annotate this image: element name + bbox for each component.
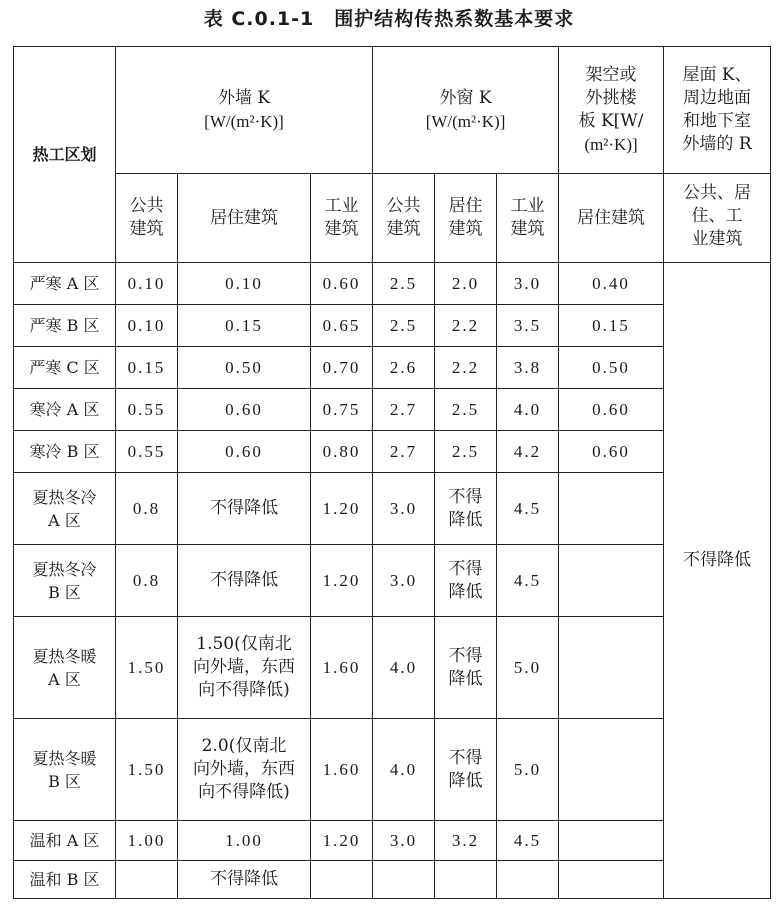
window-industrial-cell bbox=[497, 861, 559, 899]
window-residential-cell bbox=[435, 305, 497, 347]
window-residential-cell bbox=[435, 617, 497, 719]
table-row bbox=[14, 617, 771, 719]
header-region: 热工区划 bbox=[14, 47, 116, 263]
window-industrial-cell: 5.0 bbox=[497, 617, 559, 719]
window-residential-cell-line: 降低 bbox=[448, 668, 483, 689]
header-window-unit: [W/(m²·K)] bbox=[425, 112, 506, 131]
roof-value-cell: 不得降低 bbox=[664, 263, 771, 899]
region-cell-line: 温和 A 区 bbox=[29, 831, 100, 850]
header-wall-industrial bbox=[311, 174, 373, 263]
window-residential-cell bbox=[435, 473, 497, 545]
region-cell-line: 严寒 B 区 bbox=[29, 316, 100, 335]
wall-industrial-cell: 1.20 bbox=[311, 545, 373, 617]
table-title: 表 C.0.1-1 围护结构传热系数基本要求 bbox=[203, 8, 575, 30]
wall-residential-cell-line: 0.10 bbox=[225, 274, 263, 293]
wall-public-cell: 0.8 bbox=[116, 545, 178, 617]
window-residential-cell-line: 降低 bbox=[448, 581, 483, 602]
header-line: 建筑 bbox=[324, 219, 359, 239]
window-industrial-cell: 3.5 bbox=[497, 305, 559, 347]
floor-cell: 0.15 bbox=[559, 305, 664, 347]
wall-public-cell: 1.50 bbox=[116, 719, 178, 821]
wall-residential-cell bbox=[178, 305, 311, 347]
wall-public-cell: 0.55 bbox=[116, 389, 178, 431]
wall-public-cell: 0.8 bbox=[116, 473, 178, 545]
header-wall-unit: [W/(m²·K)] bbox=[204, 112, 284, 131]
window-public-cell: 2.7 bbox=[373, 389, 435, 431]
wall-residential-cell-line: 不得降低 bbox=[210, 498, 278, 518]
window-public-cell: 4.0 bbox=[373, 719, 435, 821]
header-window-title: 外窗 K bbox=[439, 88, 492, 108]
window-residential-cell bbox=[435, 719, 497, 821]
header-line: 建筑 bbox=[129, 219, 164, 239]
wall-industrial-cell: 0.65 bbox=[311, 305, 373, 347]
header-roof-line: 和地下室 bbox=[683, 111, 752, 131]
table-row bbox=[14, 861, 771, 899]
wall-industrial-cell: 1.20 bbox=[311, 473, 373, 545]
window-residential-cell-line: 2.2 bbox=[451, 316, 480, 335]
header-wall-public bbox=[116, 174, 178, 263]
window-industrial-cell: 4.0 bbox=[497, 389, 559, 431]
window-residential-cell-line: 2.5 bbox=[451, 400, 480, 419]
wall-residential-cell-line: 1.50(仅南北 bbox=[196, 634, 292, 654]
wall-residential-cell-line: 向外墙，东西 bbox=[193, 759, 295, 779]
window-industrial-cell: 3.0 bbox=[497, 263, 559, 305]
region-cell bbox=[14, 305, 116, 347]
region-cell-line: 夏热冬暖 bbox=[32, 646, 97, 666]
wall-residential-cell bbox=[178, 431, 311, 473]
region-cell-line: 夏热冬冷 bbox=[32, 559, 97, 579]
wall-public-cell: 1.50 bbox=[116, 617, 178, 719]
header-window bbox=[373, 47, 559, 174]
wall-residential-cell bbox=[178, 719, 311, 821]
table-row bbox=[14, 347, 771, 389]
region-cell-line: B 区 bbox=[48, 771, 81, 791]
wall-residential-cell bbox=[178, 473, 311, 545]
wall-residential-cell bbox=[178, 389, 311, 431]
region-cell bbox=[14, 431, 116, 473]
wall-residential-cell-line: 向不得降低) bbox=[198, 680, 290, 700]
floor-cell: 0.40 bbox=[559, 263, 664, 305]
table-row bbox=[14, 389, 771, 431]
header-wall bbox=[116, 47, 373, 174]
header-wall-residential: 居住建筑 bbox=[178, 174, 311, 263]
wall-industrial-cell: 1.60 bbox=[311, 617, 373, 719]
wall-industrial-cell: 0.60 bbox=[311, 263, 373, 305]
header-wall-title: 外墙 K bbox=[217, 88, 271, 108]
window-industrial-cell: 4.2 bbox=[497, 431, 559, 473]
table-row bbox=[14, 263, 771, 305]
header-line: 公共、居 bbox=[683, 183, 752, 203]
window-residential-cell-line: 2.2 bbox=[451, 358, 480, 377]
window-residential-cell bbox=[435, 821, 497, 861]
header-line: 建筑 bbox=[510, 219, 545, 239]
window-industrial-cell: 4.5 bbox=[497, 821, 559, 861]
floor-cell bbox=[559, 821, 664, 861]
window-industrial-cell: 3.8 bbox=[497, 347, 559, 389]
window-residential-cell bbox=[435, 389, 497, 431]
wall-public-cell bbox=[116, 861, 178, 899]
floor-cell bbox=[559, 617, 664, 719]
region-cell bbox=[14, 389, 116, 431]
header-line: 公共 bbox=[129, 196, 164, 216]
region-cell bbox=[14, 821, 116, 861]
header-roof-sub bbox=[664, 174, 771, 263]
header-roof-line: 周边地面 bbox=[683, 88, 752, 108]
region-cell bbox=[14, 545, 116, 617]
table-row bbox=[14, 473, 771, 545]
wall-residential-cell-line: 1.00 bbox=[225, 831, 263, 850]
header-window-residential bbox=[435, 174, 497, 263]
wall-residential-cell-line: 0.60 bbox=[225, 400, 263, 419]
region-cell-line: B 区 bbox=[48, 582, 81, 602]
header-roof bbox=[664, 47, 771, 174]
region-cell-line: A 区 bbox=[48, 510, 81, 530]
floor-cell bbox=[559, 861, 664, 899]
wall-public-cell: 0.10 bbox=[116, 263, 178, 305]
window-residential-cell-line: 不得 bbox=[448, 747, 483, 768]
wall-public-cell: 1.00 bbox=[116, 821, 178, 861]
wall-residential-cell-line: 不得降低 bbox=[210, 869, 278, 889]
wall-residential-cell bbox=[178, 617, 311, 719]
wall-residential-cell-line: 向外墙，东西 bbox=[193, 657, 295, 677]
wall-residential-cell bbox=[178, 821, 311, 861]
table-row bbox=[14, 305, 771, 347]
floor-cell: 0.60 bbox=[559, 431, 664, 473]
window-public-cell: 3.0 bbox=[373, 821, 435, 861]
header-floor-line: (m²·K)] bbox=[584, 135, 638, 154]
region-cell bbox=[14, 861, 116, 899]
header-roof-line: 外墙的 R bbox=[682, 134, 752, 154]
region-cell-line: 寒冷 A 区 bbox=[29, 400, 100, 419]
wall-industrial-cell bbox=[311, 861, 373, 899]
floor-cell: 0.60 bbox=[559, 389, 664, 431]
wall-industrial-cell: 0.70 bbox=[311, 347, 373, 389]
table-row bbox=[14, 545, 771, 617]
header-roof-line: 屋面 K、 bbox=[682, 65, 752, 85]
window-public-cell: 3.0 bbox=[373, 545, 435, 617]
header-window-public bbox=[373, 174, 435, 263]
window-residential-cell bbox=[435, 431, 497, 473]
wall-residential-cell-line: 向不得降低) bbox=[198, 782, 290, 802]
wall-residential-cell-line: 不得降低 bbox=[210, 570, 278, 590]
header-floor-line: 板 K[W/ bbox=[578, 111, 644, 131]
window-residential-cell bbox=[435, 347, 497, 389]
header-line: 公共 bbox=[386, 196, 421, 216]
floor-cell: 0.50 bbox=[559, 347, 664, 389]
table-row bbox=[14, 821, 771, 861]
wall-industrial-cell: 1.20 bbox=[311, 821, 373, 861]
header-line: 工业 bbox=[510, 196, 545, 216]
wall-residential-cell bbox=[178, 861, 311, 899]
window-residential-cell-line: 2.5 bbox=[451, 442, 480, 461]
table-row bbox=[14, 719, 771, 821]
wall-residential-cell bbox=[178, 347, 311, 389]
window-residential-cell bbox=[435, 263, 497, 305]
wall-industrial-cell: 0.80 bbox=[311, 431, 373, 473]
window-residential-cell-line: 不得 bbox=[448, 486, 483, 507]
window-residential-cell-line: 不得 bbox=[448, 645, 483, 666]
region-cell-line: A 区 bbox=[48, 669, 81, 689]
window-residential-cell-line: 2.0 bbox=[451, 274, 480, 293]
window-residential-cell-line: 降低 bbox=[448, 509, 483, 530]
window-industrial-cell: 4.5 bbox=[497, 545, 559, 617]
window-public-cell: 4.0 bbox=[373, 617, 435, 719]
floor-cell bbox=[559, 719, 664, 821]
header-line: 业建筑 bbox=[691, 229, 743, 249]
window-public-cell bbox=[373, 861, 435, 899]
header-floor-residential: 居住建筑 bbox=[559, 174, 664, 263]
window-public-cell: 3.0 bbox=[373, 473, 435, 545]
region-cell-line: 夏热冬冷 bbox=[32, 487, 97, 507]
wall-residential-cell-line: 0.15 bbox=[225, 316, 263, 335]
floor-cell bbox=[559, 473, 664, 545]
header-floor-line: 架空或 bbox=[585, 65, 637, 85]
wall-public-cell: 0.10 bbox=[116, 305, 178, 347]
floor-cell bbox=[559, 545, 664, 617]
wall-residential-cell-line: 2.0(仅南北 bbox=[201, 736, 287, 756]
window-residential-cell-line: 不得 bbox=[448, 558, 483, 579]
table-row bbox=[14, 431, 771, 473]
region-cell-line: 严寒 C 区 bbox=[29, 358, 100, 377]
wall-industrial-cell: 0.75 bbox=[311, 389, 373, 431]
header-line: 建筑 bbox=[386, 219, 421, 239]
region-cell bbox=[14, 617, 116, 719]
header-line: 工业 bbox=[324, 196, 359, 216]
header-window-industrial bbox=[497, 174, 559, 263]
window-public-cell: 2.7 bbox=[373, 431, 435, 473]
window-public-cell: 2.5 bbox=[373, 263, 435, 305]
window-industrial-cell: 5.0 bbox=[497, 719, 559, 821]
header-line: 居住建筑 bbox=[448, 196, 483, 239]
wall-public-cell: 0.15 bbox=[116, 347, 178, 389]
region-cell bbox=[14, 347, 116, 389]
wall-public-cell: 0.55 bbox=[116, 431, 178, 473]
region-cell-line: 严寒 A 区 bbox=[29, 274, 100, 293]
region-cell bbox=[14, 473, 116, 545]
wall-residential-cell-line: 0.50 bbox=[225, 358, 263, 377]
wall-residential-cell-line: 0.60 bbox=[225, 442, 263, 461]
region-cell-line: 夏热冬暖 bbox=[32, 748, 97, 768]
window-residential-cell bbox=[435, 861, 497, 899]
wall-residential-cell bbox=[178, 263, 311, 305]
window-public-cell: 2.6 bbox=[373, 347, 435, 389]
region-cell bbox=[14, 263, 116, 305]
region-cell bbox=[14, 719, 116, 821]
heat-transfer-table bbox=[13, 46, 771, 899]
header-line: 住、工 bbox=[691, 206, 743, 226]
header-floor bbox=[559, 47, 664, 174]
wall-industrial-cell: 1.60 bbox=[311, 719, 373, 821]
header-floor-line: 外挑楼 bbox=[585, 88, 637, 108]
window-industrial-cell: 4.5 bbox=[497, 473, 559, 545]
wall-residential-cell bbox=[178, 545, 311, 617]
region-cell-line: 温和 B 区 bbox=[29, 870, 100, 889]
window-public-cell: 2.5 bbox=[373, 305, 435, 347]
region-cell-line: 寒冷 B 区 bbox=[29, 442, 100, 461]
window-residential-cell-line: 3.2 bbox=[451, 831, 480, 850]
window-residential-cell bbox=[435, 545, 497, 617]
window-residential-cell-line: 降低 bbox=[448, 770, 483, 791]
